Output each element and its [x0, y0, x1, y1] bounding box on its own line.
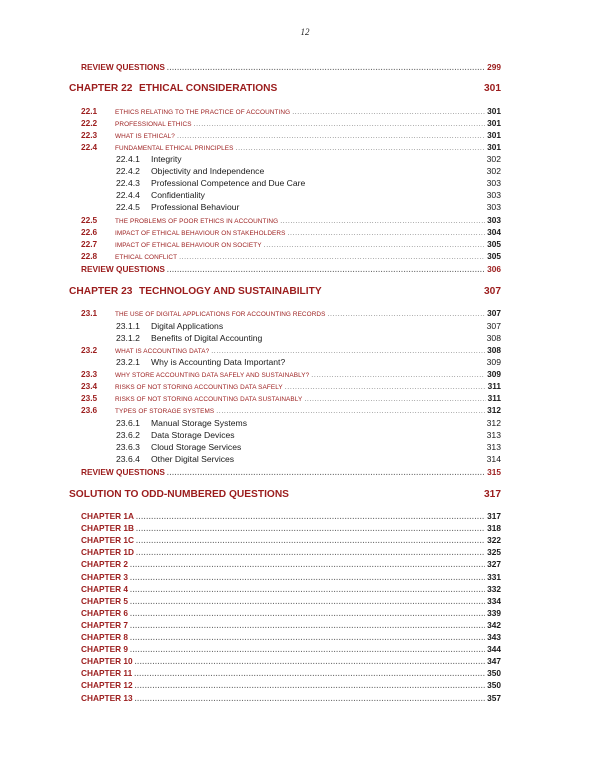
subsection-title: Cloud Storage Services	[151, 442, 242, 453]
leader-dots	[194, 119, 486, 130]
leader-dots	[136, 548, 485, 559]
solution-chapter-title: CHAPTER 1B	[81, 523, 135, 534]
subsection-title: Objectivity and Independence	[151, 166, 265, 177]
section-title: IMPACT OF ETHICAL BEHAVIOUR ON STAKEHOLDERS	[115, 230, 286, 238]
toc-solution-chapter[interactable]	[81, 608, 501, 620]
toc-section-23-1[interactable]	[81, 308, 501, 320]
solution-chapter-title: CHAPTER 2	[81, 559, 129, 570]
section-number: 22.8	[81, 251, 98, 262]
toc-solution-chapter[interactable]	[81, 596, 501, 608]
leader-dots	[167, 468, 485, 479]
solution-chapter-page: 322	[487, 535, 501, 546]
leader-dots	[130, 560, 485, 571]
section-title: WHAT IS ACCOUNTING DATA?	[115, 348, 210, 355]
subsection-number: 23.1.1	[116, 321, 140, 331]
leader-dots	[167, 265, 485, 276]
section-title: ETHICS RELATING TO THE PRACTICE OF ACCOUNTING	[115, 109, 291, 116]
toc-section-23-2[interactable]	[81, 345, 501, 357]
subsection-title: Professional Behaviour	[151, 202, 240, 213]
solution-chapter-page: 347	[487, 656, 501, 667]
solution-chapter-title: CHAPTER 3	[81, 571, 129, 582]
subsection-page: 308	[486, 333, 501, 344]
leader-dots	[130, 573, 485, 584]
section-title: RISKS OF NOT STORING ACCOUNTING DATA SUSTAINABLY	[115, 396, 303, 404]
leader-dots	[328, 309, 486, 320]
solution-chapter-title: CHAPTER 9	[81, 644, 129, 655]
subsection-title: Manual Storage Systems	[151, 418, 248, 428]
subsection-number: 23.6.2	[116, 430, 140, 441]
page-number: 12	[300, 27, 310, 37]
toc-section[interactable]	[81, 215, 501, 227]
section-page: 311	[487, 381, 501, 392]
solution-chapter-page: 325	[487, 547, 501, 558]
leader-dots	[130, 645, 485, 656]
solution-chapter-title: CHAPTER 10	[81, 656, 133, 667]
toc-subsection[interactable]	[116, 321, 501, 332]
solution-chapter-page: 350	[487, 668, 501, 679]
section-number: 22.3	[81, 130, 98, 141]
section-number: 22.5	[81, 215, 98, 225]
solution-chapter-page: 327	[487, 559, 501, 570]
solution-chapter-title: CHAPTER 12	[81, 680, 133, 691]
solution-chapter-title: CHAPTER 1C	[81, 535, 135, 546]
subsection-number: 23.6.1	[116, 418, 140, 428]
leader-dots	[135, 657, 486, 668]
solution-chapter-page: 357	[487, 692, 501, 703]
toc-solution-chapter[interactable]	[81, 572, 501, 584]
solution-chapter-page: 343	[487, 632, 501, 642]
toc-section[interactable]	[81, 106, 501, 118]
toc-chapter-22[interactable]	[69, 83, 501, 94]
section-page: 301	[487, 142, 501, 153]
solution-chapter-title: CHAPTER 7	[81, 619, 129, 630]
section-page: 301	[487, 130, 501, 141]
subsection-page: 303	[486, 190, 501, 201]
section-title: PROFESSIONAL ETHICS	[115, 121, 192, 129]
solution-chapter-title: CHAPTER 1A	[81, 511, 135, 521]
section-title: WHAT IS ETHICAL?	[115, 133, 175, 141]
solutions-page: 317	[484, 489, 501, 500]
toc-section[interactable]	[81, 239, 501, 251]
toc-solution-chapter[interactable]	[81, 680, 501, 692]
toc-solution-chapter[interactable]	[81, 644, 501, 656]
solution-chapter-page: 331	[487, 571, 501, 582]
solution-chapter-title: CHAPTER 4	[81, 583, 129, 594]
section-title: THE USE OF DIGITAL APPLICATIONS FOR ACCOUNTING RECORDS	[115, 311, 326, 318]
leader-dots	[130, 633, 485, 644]
subsection-page: 302	[486, 166, 501, 177]
toc-subsection[interactable]	[116, 190, 501, 201]
leader-dots	[216, 406, 485, 417]
toc-subsection[interactable]	[116, 454, 501, 465]
toc-subsection[interactable]	[116, 154, 501, 165]
subsection-page: 314	[486, 454, 501, 465]
section-page: 305	[487, 239, 501, 250]
subsection-number: 23.6.4	[116, 454, 140, 465]
solution-chapter-title: CHAPTER 8	[81, 632, 129, 642]
subsection-title: Confidentiality	[151, 190, 205, 201]
leader-dots	[136, 512, 485, 523]
toc-entry-page: 299	[487, 62, 501, 72]
subsection-number: 23.1.2	[116, 333, 140, 344]
toc-solutions-heading[interactable]	[69, 489, 501, 500]
leader-dots	[136, 524, 485, 535]
chapter-title: TECHNOLOGY AND SUSTAINABILITY	[139, 286, 322, 297]
toc-subsection[interactable]	[116, 333, 501, 344]
section-number: 22.7	[81, 239, 98, 250]
subsection-number: 23.2.1	[116, 357, 140, 367]
solution-chapter-page: 344	[487, 644, 501, 655]
toc-subsection[interactable]	[116, 178, 501, 189]
solution-chapter-page: 318	[487, 523, 501, 534]
solution-chapter-page: 342	[487, 619, 501, 630]
subsection-number: 22.4.5	[116, 202, 140, 213]
section-page: 311	[487, 393, 501, 404]
subsection-page: 313	[486, 430, 501, 441]
section-title: IMPACT OF ETHICAL BEHAVIOUR ON SOCIETY	[115, 242, 262, 250]
subsection-page: 303	[486, 202, 501, 213]
subsection-title: Digital Applications	[151, 321, 224, 331]
toc-chapter-23[interactable]	[69, 286, 501, 297]
chapter-page: 301	[484, 83, 501, 94]
toc-entry-title: REVIEW QUESTIONS	[81, 62, 165, 72]
subsection-title: Benefits of Digital Accounting	[151, 333, 263, 344]
toc-entry-page: 306	[487, 264, 501, 274]
leader-dots	[130, 585, 485, 596]
section-page: 301	[487, 106, 501, 116]
section-number: 23.4	[81, 381, 98, 392]
toc-solution-chapter[interactable]	[81, 584, 501, 596]
section-title: TYPES OF STORAGE SYSTEMS	[115, 408, 215, 416]
subsection-number: 22.4.2	[116, 166, 140, 177]
toc-section[interactable]	[81, 393, 501, 405]
section-number: 23.2	[81, 345, 98, 355]
toc-section[interactable]	[81, 227, 501, 239]
toc-solution-chapter[interactable]	[81, 668, 501, 680]
leader-dots	[130, 597, 485, 608]
subsection-title: Professional Competence and Due Care	[151, 178, 306, 189]
toc-section[interactable]	[81, 369, 501, 381]
subsection-page: 313	[486, 442, 501, 453]
subsection-title: Why is Accounting Data Important?	[151, 357, 286, 367]
subsection-page: 312	[486, 418, 501, 428]
leader-dots	[130, 609, 485, 620]
section-page: 305	[487, 251, 501, 262]
subsection-page: 309	[486, 357, 501, 367]
leader-dots	[285, 382, 486, 393]
leader-dots	[135, 681, 486, 692]
toc-subsection[interactable]	[116, 442, 501, 453]
leader-dots	[167, 63, 485, 74]
subsection-number: 22.4.4	[116, 190, 140, 201]
leader-dots	[135, 694, 486, 705]
chapter-title: ETHICAL CONSIDERATIONS	[139, 83, 278, 94]
section-title: RISKS OF NOT STORING ACCOUNTING DATA SAFELY	[115, 384, 283, 392]
section-number: 22.2	[81, 118, 98, 129]
section-page: 308	[487, 345, 501, 355]
leader-dots	[292, 107, 485, 118]
toc-entry-review-questions[interactable]	[81, 467, 501, 479]
toc-solution-chapter[interactable]	[81, 511, 501, 523]
toc-solution-chapter[interactable]	[81, 620, 501, 632]
leader-dots	[179, 252, 485, 263]
toc-entry-page: 315	[487, 467, 501, 477]
toc-solution-chapter[interactable]	[81, 656, 501, 668]
solution-chapter-title: CHAPTER 13	[81, 692, 133, 703]
solution-chapter-title: CHAPTER 1D	[81, 547, 135, 558]
section-page: 303	[487, 215, 501, 225]
section-title: ETHICAL CONFLICT	[115, 254, 178, 262]
toc-section[interactable]	[81, 405, 501, 417]
toc-section[interactable]	[81, 118, 501, 130]
section-page: 304	[487, 227, 501, 238]
section-number: 22.6	[81, 227, 98, 238]
leader-dots	[264, 240, 485, 251]
section-number: 22.1	[81, 106, 98, 116]
toc-section[interactable]	[81, 130, 501, 142]
subsection-page: 307	[486, 321, 501, 331]
leader-dots	[136, 536, 485, 547]
toc-entry-title: REVIEW QUESTIONS	[81, 467, 165, 477]
toc-solution-chapter[interactable]	[81, 547, 501, 559]
subsection-page: 302	[486, 154, 501, 164]
subsection-number: 23.6.3	[116, 442, 140, 453]
leader-dots	[280, 216, 485, 227]
leader-dots	[236, 143, 486, 154]
toc-subsection[interactable]	[116, 202, 501, 213]
section-title: WHY STORE ACCOUNTING DATA SAFELY AND SUSTAINABLY?	[115, 372, 310, 379]
solution-chapter-page: 317	[487, 511, 501, 521]
section-page: 312	[487, 405, 501, 416]
toc-entry-title: REVIEW QUESTIONS	[81, 264, 165, 274]
subsection-title: Data Storage Devices	[151, 430, 235, 441]
subsection-number: 22.4.3	[116, 178, 140, 189]
leader-dots	[130, 621, 485, 632]
toc-subsection[interactable]	[116, 166, 501, 177]
solutions-title: SOLUTION TO ODD-NUMBERED QUESTIONS	[69, 489, 289, 500]
leader-dots	[134, 669, 485, 680]
toc-entry-review-questions[interactable]	[81, 62, 501, 74]
section-number: 23.1	[81, 308, 98, 318]
toc-solution-chapter[interactable]	[81, 693, 501, 705]
toc-solution-chapter[interactable]	[81, 535, 501, 547]
toc-solution-chapter[interactable]	[81, 559, 501, 571]
toc-entry-review-questions[interactable]	[81, 264, 501, 276]
solution-chapter-title: CHAPTER 11	[81, 668, 133, 679]
section-number: 23.5	[81, 393, 98, 404]
toc-subsection[interactable]	[116, 357, 501, 368]
toc-section[interactable]	[81, 142, 501, 154]
toc-section[interactable]	[81, 381, 501, 393]
toc-section[interactable]	[81, 251, 501, 263]
subsection-title: Other Digital Services	[151, 454, 235, 465]
leader-dots	[304, 394, 485, 405]
toc-subsection[interactable]	[116, 418, 501, 429]
solution-chapter-page: 334	[487, 595, 501, 606]
leader-dots	[211, 346, 485, 357]
solution-chapter-page: 350	[487, 680, 501, 691]
section-page: 309	[487, 369, 501, 379]
subsection-title: Integrity	[151, 154, 182, 164]
toc-solution-chapter[interactable]	[81, 523, 501, 535]
solution-chapter-title: CHAPTER 6	[81, 607, 129, 618]
leader-dots	[287, 228, 485, 239]
subsection-number: 22.4.1	[116, 154, 140, 164]
section-page: 301	[487, 118, 501, 129]
section-number: 23.3	[81, 369, 98, 379]
chapter-label: CHAPTER 23	[69, 286, 133, 297]
solution-chapter-page: 339	[487, 607, 501, 618]
leader-dots	[311, 370, 485, 381]
leader-dots	[177, 131, 485, 142]
section-title: THE PROBLEMS OF POOR ETHICS IN ACCOUNTING	[115, 218, 279, 225]
section-number: 22.4	[81, 142, 98, 153]
toc-subsection[interactable]	[116, 430, 501, 441]
chapter-page: 307	[484, 286, 501, 297]
section-page: 307	[487, 308, 501, 318]
solution-chapter-page: 332	[487, 583, 501, 594]
subsection-page: 303	[486, 178, 501, 189]
chapter-label: CHAPTER 22	[69, 83, 133, 94]
solution-chapter-title: CHAPTER 5	[81, 595, 129, 606]
toc-solution-chapter[interactable]	[81, 632, 501, 644]
section-number: 23.6	[81, 405, 98, 416]
section-title: FUNDAMENTAL ETHICAL PRINCIPLES	[115, 145, 234, 153]
